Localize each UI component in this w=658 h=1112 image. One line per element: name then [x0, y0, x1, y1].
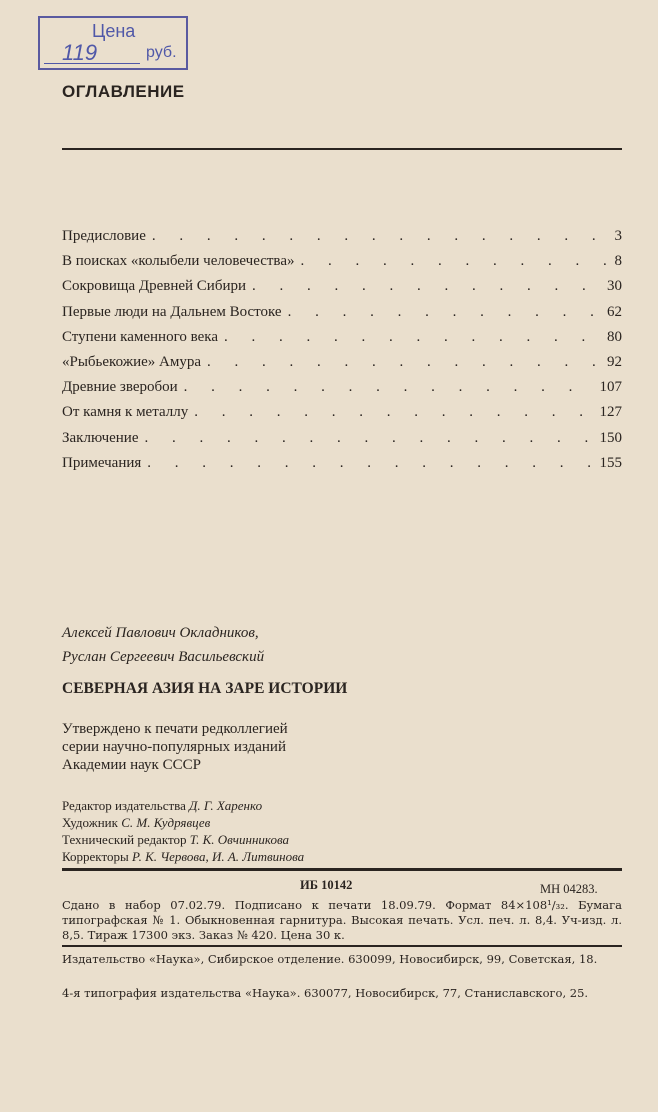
leader-dots	[207, 354, 601, 371]
stamp-line	[44, 63, 140, 64]
toc-item	[62, 404, 622, 421]
printer: 4-я типография издательства «Наука». 630077, Новосибирск, 77, Станиславского, 25.	[62, 986, 589, 1000]
toc-item-title: Ступени каменного века	[62, 328, 218, 345]
leader-dots	[252, 278, 601, 295]
toc-title: ОГЛАВЛЕНИЕ	[62, 82, 185, 101]
price-stamp	[38, 16, 188, 70]
credit-line: Художник С. М. Кудрявцев	[62, 815, 211, 830]
toc-item-title: Древние зверобои	[62, 379, 178, 396]
ib-number: ИБ 10142	[300, 878, 353, 892]
toc-item-page: 3	[614, 228, 622, 244]
credit-line: Корректоры Р. К. Червова, И. А. Литвинова	[62, 849, 305, 864]
imprint: Сдано в набор 07.02.79. Подписано к печати 18.09.79. Формат 84×108¹/₃₂. Бумага типографская № 1. Обыкновенная гарнитура. Высокая печать. Усл. печ. л. 8,4. Уч-изд. л. 8,5. Тираж 17300 экз. Заказ № 420. Цена 30 к.	[62, 898, 622, 942]
toc-item-page: 127	[599, 404, 622, 421]
leader-dots	[300, 253, 608, 270]
toc-item	[62, 253, 622, 270]
stamp-currency: руб.	[146, 44, 177, 61]
toc-item-page: 30	[607, 278, 622, 295]
approval-line: Утверждено к печати редколлегией	[62, 721, 288, 737]
toc-item	[62, 278, 622, 295]
leader-dots	[145, 430, 594, 447]
leader-dots	[194, 404, 593, 421]
toc-item	[62, 329, 622, 346]
leader-dots	[224, 329, 601, 346]
author-2: Руслан Сергеевич Васильевский	[62, 649, 265, 665]
toc-item-title: В поисках «колыбели человечества»	[62, 253, 295, 270]
credit-line: Технический редактор Т. К. Овчинникова	[62, 832, 290, 847]
divider	[62, 148, 622, 150]
leader-dots	[288, 304, 601, 321]
toc-item	[62, 379, 622, 396]
credits	[62, 797, 304, 865]
divider	[62, 945, 622, 947]
leader-dots	[147, 455, 593, 472]
toc-item-title: Первые люди на Дальнем Востоке	[62, 303, 282, 320]
book-title: СЕВЕРНАЯ АЗИЯ НА ЗАРЕ ИСТОРИИ	[62, 680, 348, 697]
toc-item-page: 107	[599, 379, 622, 396]
toc-item	[62, 304, 622, 321]
approval-line: серии научно-популярных изданий	[62, 739, 286, 755]
toc-item	[62, 354, 622, 371]
toc-item-page: 155	[599, 454, 622, 471]
toc-item-title: Предисловие	[62, 228, 146, 244]
toc-item	[62, 430, 622, 447]
publisher: Издательство «Наука», Сибирское отделение. 630099, Новосибирск, 99, Советская, 18.	[62, 952, 598, 966]
leader-dots	[152, 228, 609, 245]
toc-item-title: Заключение	[62, 429, 139, 446]
approval-line: Академии наук СССР	[62, 757, 201, 773]
leader-dots	[184, 379, 594, 396]
toc-item-title: Примечания	[62, 454, 142, 471]
toc-item-page: 8	[614, 253, 622, 270]
toc-item-title: От камня к металлу	[62, 404, 189, 421]
toc-item-title: «Рыбьекожие» Амура	[62, 354, 201, 370]
toc-item	[62, 455, 622, 472]
toc-item	[62, 228, 622, 245]
divider	[62, 868, 622, 871]
toc-item-page: 62	[607, 303, 622, 320]
stamp-price: 119	[62, 40, 98, 65]
toc-item-page: 80	[607, 328, 622, 345]
author-1: Алексей Павлович Окладников,	[62, 625, 259, 641]
credit-line: Редактор издательства Д. Г. Харенко	[62, 798, 263, 813]
toc-item-title: Сокровища Древней Сибири	[62, 278, 247, 295]
toc-item-page: 150	[599, 429, 622, 446]
stamp-label: Цена	[92, 21, 136, 41]
mn-number: МН 04283.	[540, 882, 598, 896]
approval	[62, 720, 288, 774]
toc-item-page: 92	[607, 354, 622, 370]
